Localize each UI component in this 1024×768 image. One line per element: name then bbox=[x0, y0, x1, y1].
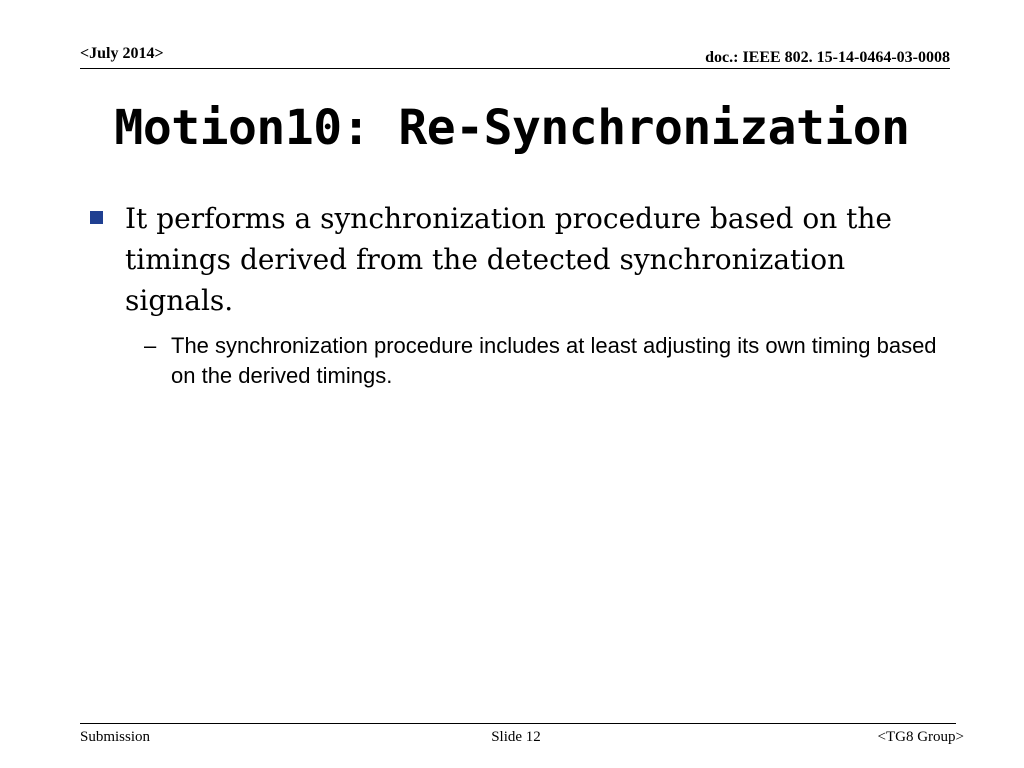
dash-bullet-icon: – bbox=[144, 333, 157, 358]
footer-submission: Submission bbox=[80, 729, 151, 745]
footer-divider bbox=[80, 723, 956, 724]
header-date: <July 2014> bbox=[80, 45, 164, 62]
slide-title: Motion10: Re-Synchronization bbox=[114, 100, 910, 156]
header-doc-id: doc.: IEEE 802. 15-14-0464-03-0008 bbox=[705, 49, 950, 66]
sub-bullet-text: The synchronization procedure includes at least adjusting its own timing based on the derived timings. bbox=[171, 333, 937, 388]
bullet-item bbox=[90, 198, 940, 321]
sub-bullet-item bbox=[144, 331, 940, 391]
header-divider bbox=[80, 68, 950, 69]
footer-group: <TG8 Group> bbox=[877, 729, 964, 745]
footer-slide-number: Slide 12 bbox=[491, 729, 541, 745]
square-bullet-icon bbox=[90, 211, 103, 224]
bullet-text: It performs a synchronization procedure based on the timings derived from the detected synchronization signals. bbox=[125, 202, 892, 317]
slide-content bbox=[90, 198, 940, 391]
